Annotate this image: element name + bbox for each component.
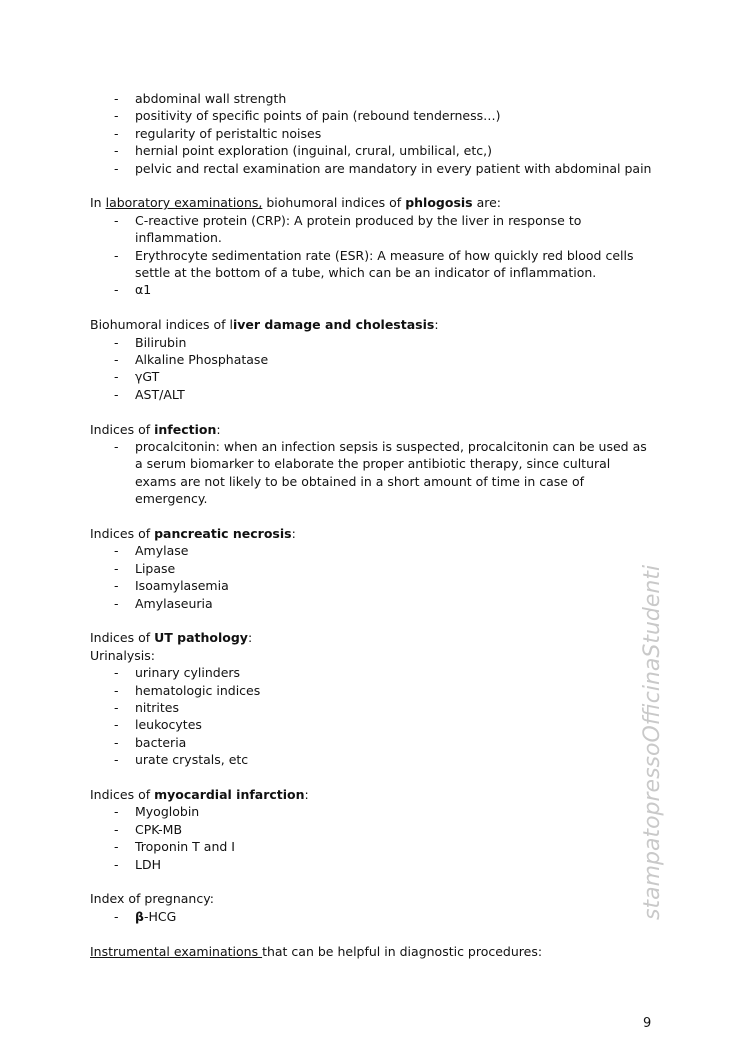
page-number: 9 <box>643 1016 652 1031</box>
document-page: - abdominal wall strength - positivity of specific points of pain (rebound tenderness…) - regularity of peristaltic noises - hernial point exploration (inguinal, crural, umbilical, etc,) - pelvic and rectal examination are mandatory in every patient with abdominal pain In laboratory examinations, biohumoral indices of phlogosis are: - C-reactive protein (CRP): A protein produced by the liver in response to inflammation. - Erythrocyte sedimentation rate (ESR): A measure of how quickly red blood cells settle at the bottom of a tube, which can be an indicator of inflammation. - α1 Biohumoral indices of liver damage and cholestasis: - Bilirubin - Alkaline Phosphatase - γGT - AST/ALT Indices of infection: - procalcitonin: when an infection sepsis is suspected, procalcitonin can be used as a serum biomarker to elaborate the proper antibiotic therapy, since cultural exams are not likely to be obtained in a short amount of time in case of emergency. Indices of pancreatic necrosis: - Amylase - Lipase - Isoamylasemia - Amylaseuria Indices of UT pathology: Urinalysis: - urinary cylinders - hematologic indices - nitrites - leukocytes - bacteria - urate crystals, etc Indices of myocardial infarction: - Myoglobin - CPK-MB - Troponin T and I - LDH Index of pregnancy: - β-HCG Instrumental examinations that can be helpful in diagnostic procedures: stampatopressoOfficinaStudenti 9 <box>90 91 665 1031</box>
infection-heading: Indices of infection: <box>90 421 221 437</box>
lab-heading-underlined: laboratory examinations, <box>105 195 263 211</box>
pancreatic-heading: Indices of pancreatic necrosis: <box>90 526 296 541</box>
list-item-continued: emergency. <box>135 491 208 507</box>
list-item-esr-continued: settle at the bottom of a tube, which can be an indicator of inflammation. <box>135 265 597 280</box>
lab-heading: In laboratory examinations, biohumoral indices of phlogosis are: <box>90 195 502 211</box>
instrumental-heading-underlined: Instrumental examinations <box>90 943 263 959</box>
liver-heading: Biohumoral indices of liver damage and cholestasis: <box>90 317 439 333</box>
watermark: stampatopressoOfficinaStudenti <box>640 564 665 920</box>
list-item-continued: a serum biomarker to elaborate the proper antibiotic therapy, since cultural <box>135 456 611 472</box>
list-item-continued: exams are not likely to be obtained in a short amount of time in case of <box>135 473 585 489</box>
list-item-crp-continued: inflammation. <box>135 230 222 246</box>
lab-heading-bold: phlogosis <box>405 195 473 211</box>
instrumental-heading: Instrumental examinations that can be helpful in diagnostic procedures: <box>90 943 543 959</box>
pregnancy-heading: Index of pregnancy: <box>90 891 214 907</box>
ut-heading: Indices of UT pathology: <box>90 630 253 646</box>
myocardial-heading: Indices of myocardial infarction: <box>90 787 309 802</box>
urinalysis-label: Urinalysis: <box>90 647 155 663</box>
